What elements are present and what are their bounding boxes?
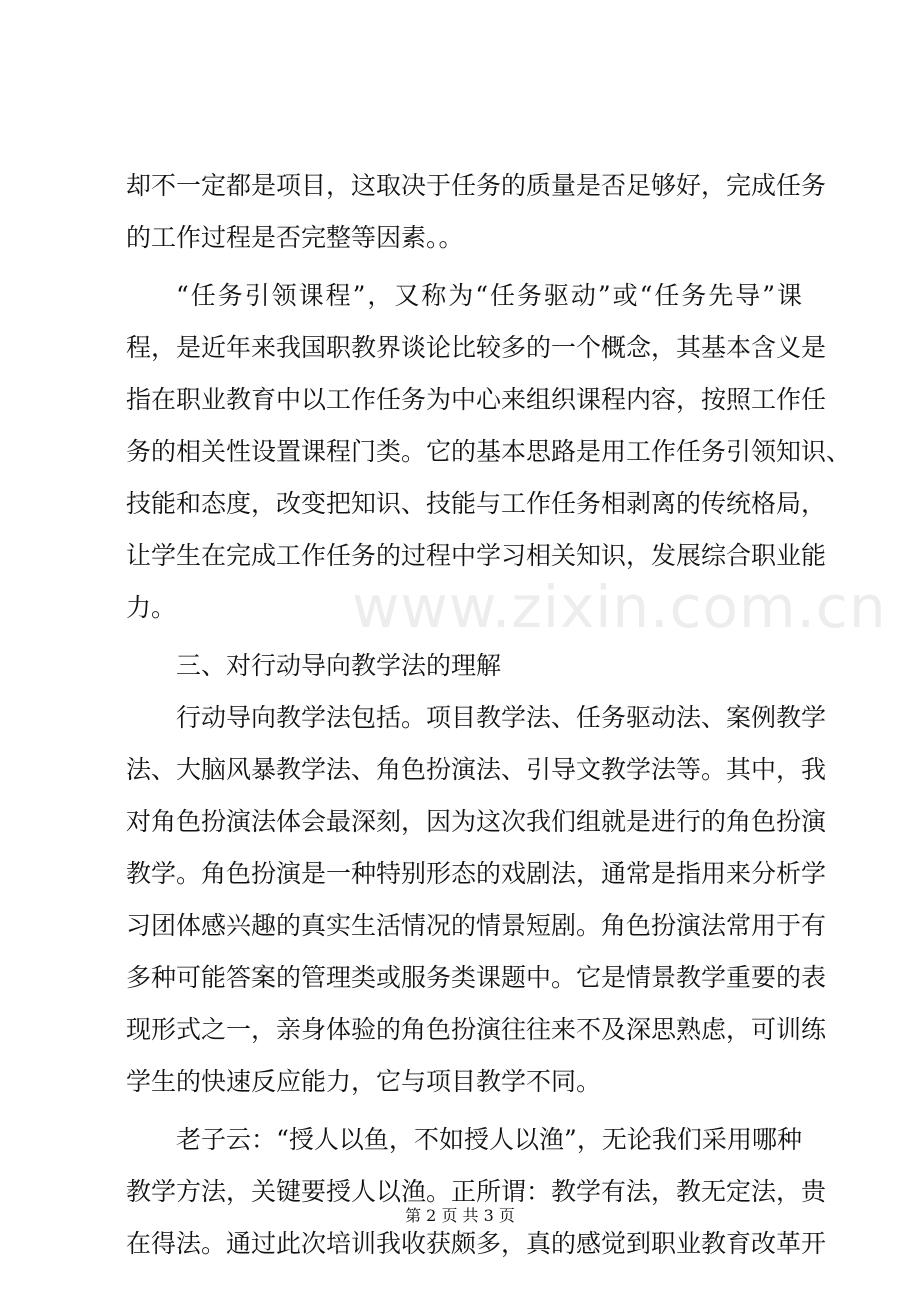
text-line: 让学生在完成工作任务的过程中学习相关知识，发展综合职业能 [126,541,827,570]
text-line: 教学方法，关键要授人以渔。正所谓：教学有法，教无定法，贵 [126,1177,827,1206]
text-line: 多种可能答案的管理类或服务类课题中。它是情景教学重要的表 [126,963,827,992]
text-line: 技能和态度，改变把知识、技能与工作任务相剥离的传统格局， [126,489,827,518]
text-line: 指在职业教育中以工作任务为中心来组织课程内容，按照工作任 [126,385,827,414]
text-line: 务的相关性设置课程门类。它的基本思路是用工作任务引领知识、 [126,437,852,466]
paragraph-start-line: “任务引领课程”，又称为“任务驱动”或“任务先导”课 [176,281,802,310]
text-line: 在得法。通过此次培训我收获颇多，真的感觉到职业教育改革开 [126,1229,827,1258]
text-line: 学生的快速反应能力，它与项目教学不同。 [126,1067,602,1096]
text-line: 却不一定都是项目，这取决于任务的质量是否足够好，完成任务 [126,171,827,200]
watermark: www.zixin.com.cn [352,573,887,641]
text-line: 习团体感兴趣的真实生活情况的情景短剧。角色扮演法常用于有 [126,911,827,940]
text-line: 程，是近年来我国职教界谈论比较多的一个概念，其基本含义是 [126,333,827,362]
text-line: 对角色扮演法体会最深刻，因为这次我们组就是进行的角色扮演 [126,807,827,836]
text-line: 法、大脑风暴教学法、角色扮演法、引导文教学法等。其中，我 [126,755,827,784]
text-line: 的工作过程是否完整等因素。。 [126,223,464,252]
page-number-footer: 第 2 页 共 3 页 [405,1206,515,1225]
text-line: 教学。角色扮演是一种特别形态的戏剧法，通常是指用来分析学 [126,859,827,888]
paragraph-start-line: 行动导向教学法包括。项目教学法、任务驱动法、案例教学 [176,703,827,732]
document-body [126,160,852,1270]
text-line: 现形式之一，亲身体验的角色扮演往往来不及深思熟虑，可训练 [126,1015,827,1044]
text-line: 力。 [126,593,177,622]
section-heading: 三、对行动导向教学法的理解 [176,651,502,680]
paragraph-start-line: 老子云：“授人以鱼，不如授人以渔”，无论我们采用哪种 [176,1125,802,1154]
